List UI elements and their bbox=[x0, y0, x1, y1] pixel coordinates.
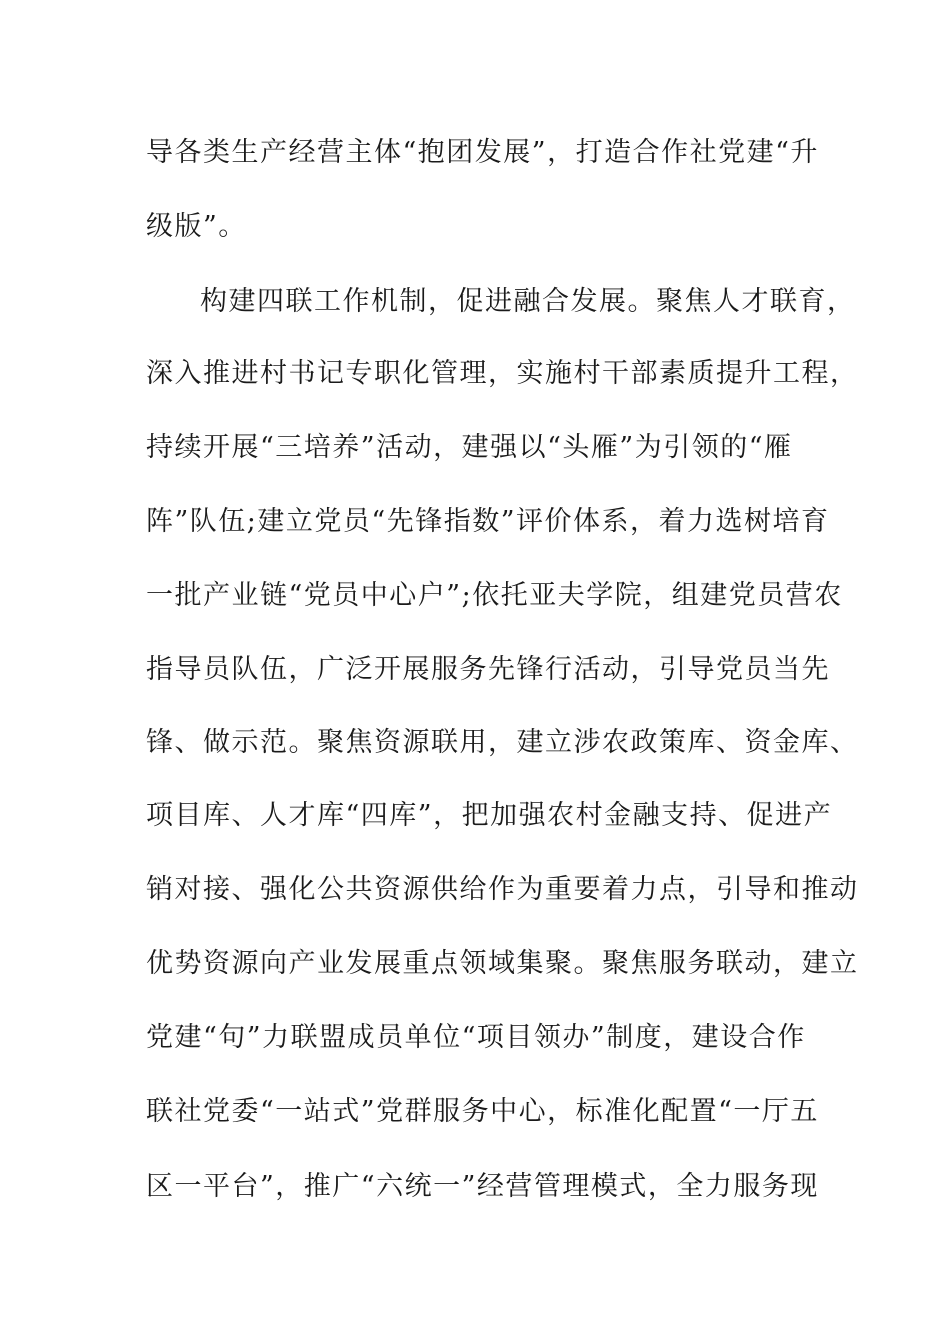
text-line: 联社党委“一站式”党群服务中心，标准化配置“一厅五 bbox=[146, 1096, 819, 1127]
text-line: 一批产业链“党员中心户”;依托亚夫学院，组建党员营农 bbox=[146, 580, 843, 611]
text-line: 深入推进村书记专职化管理，实施村干部素质提升工程， bbox=[146, 358, 859, 389]
text-line: 导各类生产经营主体“抱团发展”，打造合作社党建“升 bbox=[146, 137, 819, 168]
paragraph-first-line: 构建四联工作机制，促进融合发展。聚焦人才联育， bbox=[200, 286, 856, 317]
text-line: 优势资源向产业发展重点领域集聚。聚焦服务联动，建立 bbox=[146, 948, 859, 979]
text-line: 持续开展“三培养”活动，建强以“头雁”为引领的“雁 bbox=[146, 432, 793, 463]
text-line: 级版”。 bbox=[146, 211, 247, 242]
text-line: 销对接、强化公共资源供给作为重要着力点，引导和推动 bbox=[146, 874, 859, 905]
text-line: 党建“句”力联盟成员单位“项目领办”制度，建设合作 bbox=[146, 1022, 806, 1053]
text-line: 区一平台”，推广“六统一”经营管理模式，全力服务现 bbox=[146, 1171, 819, 1202]
text-line: 阵”队伍;建立党员“先锋指数”评价体系，着力选树培育 bbox=[146, 506, 830, 537]
text-line: 指导员队伍，广泛开展服务先锋行活动，引导党员当先 bbox=[146, 654, 830, 685]
text-line: 锋、做示范。聚焦资源联用，建立涉农政策库、资金库、 bbox=[146, 727, 859, 758]
text-line: 项目库、人才库“四库”，把加强农村金融支持、促进产 bbox=[146, 800, 833, 831]
